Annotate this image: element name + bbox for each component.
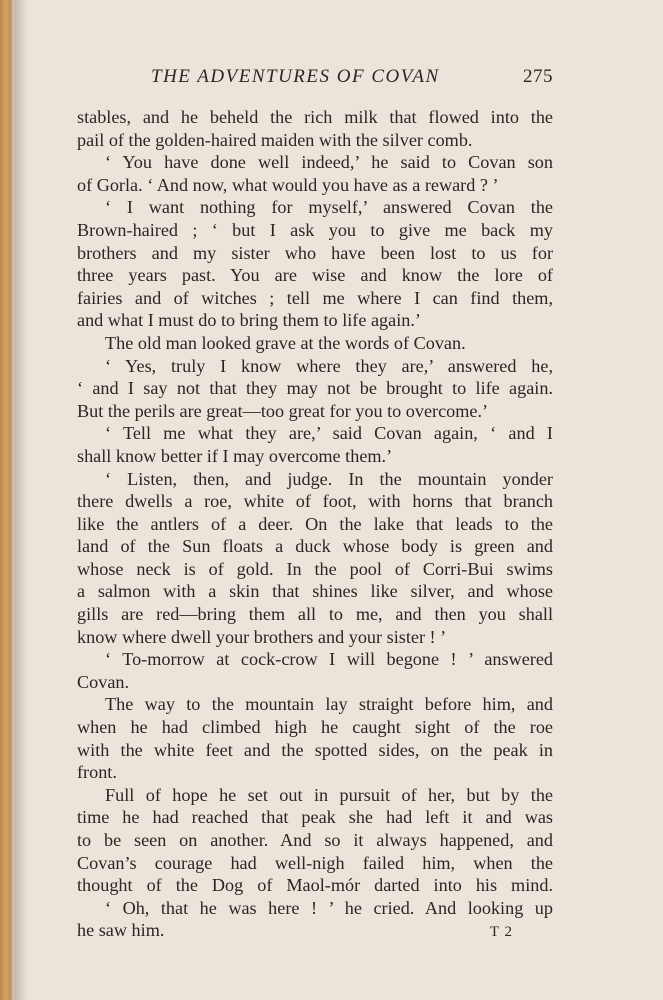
text-line: ‘ You have done well indeed,’ he said to Covan son — [105, 152, 553, 173]
text-line: gills are red—bring them all to me, and then you shall — [77, 604, 553, 625]
text-line: thought of the Dog of Maol-mór darted into his mind. — [77, 875, 553, 896]
book-page — [77, 0, 553, 1000]
text-line: like the antlers of a deer. On the lake that leads to the — [77, 513, 553, 534]
text-line: with the white feet and the spotted sides, on the peak in — [77, 739, 553, 760]
text-line: ‘ To-morrow at cock-crow I will begone ! ’ answered — [105, 649, 553, 670]
text-line: ‘ Yes, truly I know where they are,’ answered he, — [105, 355, 553, 376]
text-line: The old man looked grave at the words of Covan. — [105, 332, 466, 353]
text-line: fairies and of witches ; tell me where I can find them, — [77, 287, 553, 308]
text-line: time he had reached that peak she had left it and was — [77, 807, 553, 828]
text-line: But the perils are great—too great for you to overcome.’ — [77, 400, 489, 421]
text-line: whose neck is of gold. In the pool of Corri-Bui swims — [77, 558, 553, 579]
running-head — [77, 66, 553, 90]
text-line: three years past. You are wise and know the lore of — [77, 265, 553, 286]
text-line: pail of the golden-haired maiden with the silver comb. — [77, 129, 473, 150]
text-line: of Gorla. ‘ And now, what would you have as a reward ? ’ — [77, 174, 499, 195]
text-line: The way to the mountain lay straight before him, and — [105, 694, 553, 715]
text-line: to be seen on another. And so it always happened, and — [77, 830, 553, 850]
gutter-shadow — [14, 0, 28, 1000]
text-line: shall know better if I may overcome them.’ — [77, 445, 393, 466]
text-line: brothers and my sister who have been lost to us for — [77, 242, 553, 263]
text-line: land of the Sun floats a duck whose body is green and — [77, 536, 553, 557]
text-line: ‘ I want nothing for myself,’ answered Covan the — [105, 197, 553, 218]
page-number: 275 — [523, 66, 553, 87]
text-line: he saw him. — [77, 920, 165, 941]
text-line: there dwells a roe, white of foot, with horns that branch — [77, 491, 553, 512]
text-line: know where dwell your brothers and your sister ! ’ — [77, 626, 447, 647]
text-line: ‘ Tell me what they are,’ said Covan again, ‘ and I — [105, 423, 553, 444]
text-line: Brown-haired ; ‘ but I ask you to give me back my — [77, 219, 553, 240]
text-line: ‘ and I say not that they may not be brought to life again. — [77, 378, 553, 399]
text-line: a salmon with a skin that shines like silver, and whose — [77, 581, 553, 602]
running-title: THE ADVENTURES OF COVAN — [151, 66, 440, 87]
signature-mark: T 2 — [489, 924, 513, 940]
text-line: and what I must do to bring them to life again.’ — [77, 310, 421, 331]
text-line: Covan’s courage had well-nigh failed him, when the — [77, 852, 553, 873]
body-text — [77, 106, 553, 942]
text-line: ‘ Listen, then, and judge. In the mountain yonder — [105, 468, 553, 489]
book-spine — [0, 0, 14, 1000]
text-line: Full of hope he set out in pursuit of her, but by the — [105, 784, 553, 805]
text-line: when he had climbed high he caught sight of the roe — [77, 717, 553, 738]
text-line: Covan. — [77, 671, 130, 692]
text-line: front. — [77, 762, 117, 783]
text-line: ‘ Oh, that he was here ! ’ he cried. And looking up — [105, 897, 553, 918]
text-line: stables, and he beheld the rich milk that flowed into the — [77, 107, 553, 127]
